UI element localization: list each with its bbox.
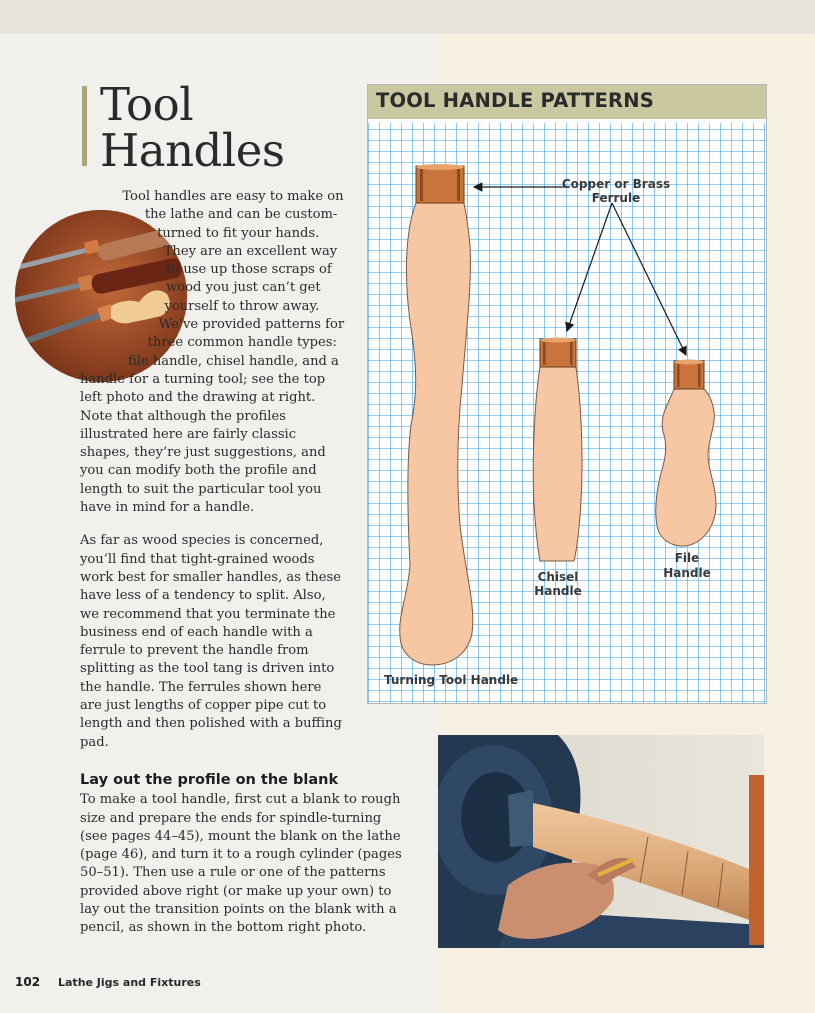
layout-section <box>80 771 410 938</box>
lathe-layout-photo <box>438 735 764 948</box>
page-title <box>100 78 285 177</box>
chisel-label-line-2: Handle <box>534 584 582 598</box>
intro-text <box>80 188 345 752</box>
ferrule-label-line-2: Ferrule <box>591 191 641 205</box>
page-number: 102 <box>15 975 41 989</box>
chisel-label-line-1: Chisel <box>537 570 579 584</box>
ferrule-label-line-1: Copper or Brass <box>561 177 671 191</box>
section-body: To make a tool handle, first cut a blank to rough size and prepare the ends for spindle-turning (see pages 44–45), mount the blank on the lathe (page 46), and turn it to a rough cylinder (pages 50–51). Then use a rule or one of the patterns provided above right (or make up your own) to lay out the transition points on the blank with a pencil, as shown in the bottom right photo. <box>80 792 402 936</box>
figure-title: TOOL HANDLE PATTERNS <box>376 89 654 112</box>
chisel-handle-shape <box>533 338 582 562</box>
title-line-1: Tool <box>100 78 194 131</box>
patterns-drawing <box>368 85 766 703</box>
intro-paragraph-2: As far as wood species is concerned, you’ll find that tight-grained woods work best for smaller handles, as these have less of a tendency to split. Also, we recommend that you terminate the business end of each handle with a ferrule to prevent the handle from splitting as the tool tang is driven into the handle. The ferrules shown here are just lengths of copper pipe cut to length and then polished with a buffing pad. <box>80 533 342 750</box>
title-accent-bar <box>82 86 87 166</box>
section-heading: Lay out the profile on the blank <box>80 772 339 788</box>
running-head: Lathe Jigs and Fixtures <box>58 976 201 989</box>
intro-paragraph-1: Tool handles are easy to make on the lathe and can be custom-turned to fit your hands. They are an excellent way to use up those scraps of wood you just can’t get yourself to throw away. We’ve provided patterns for three common handle types: file handle, chisel handle, and a handle for a turning tool; see the top left photo and the drawing at right. Note that although the profiles illustrated here are fairly classic shapes, they’re just suggestions, and you can modify both the profile and length to suit the particular tool you have in mind for a handle. <box>80 189 345 516</box>
figure-header <box>368 85 766 119</box>
turning-handle-label: Turning Tool Handle <box>384 673 519 687</box>
page-top-strip <box>0 0 815 34</box>
file-label-line-2: Handle <box>663 566 711 580</box>
title-line-2: Handles <box>100 124 285 177</box>
tool-handle-patterns-figure <box>367 84 767 704</box>
file-label-line-1: File <box>674 551 700 565</box>
